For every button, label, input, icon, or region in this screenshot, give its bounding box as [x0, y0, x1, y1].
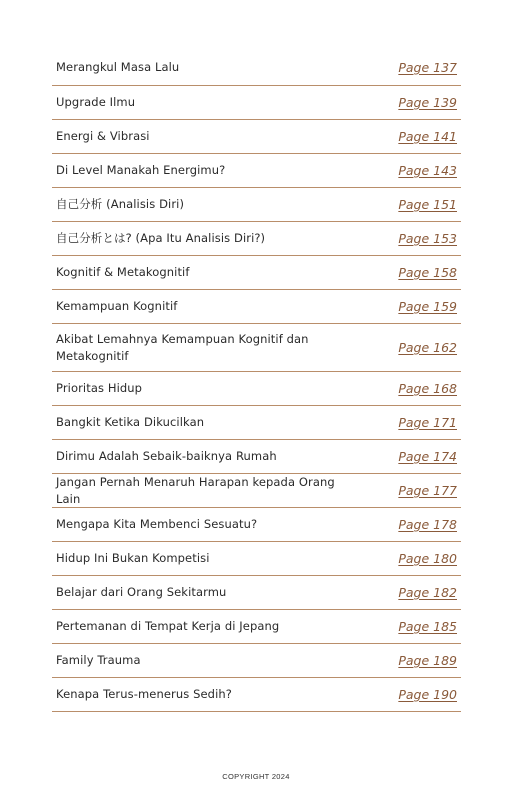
toc-row: [52, 406, 461, 440]
toc-row: [52, 256, 461, 290]
toc-row: [52, 508, 461, 542]
toc-page-link[interactable]: Page 190: [398, 687, 457, 702]
toc-entry-title: Pertemanan di Tempat Kerja di Jepang: [56, 619, 280, 633]
toc-row: [52, 678, 461, 712]
toc-entry-title: Kognitif & Metakognitif: [56, 265, 190, 279]
toc-page-link[interactable]: Page 189: [398, 653, 457, 668]
toc-entry-title: Hidup Ini Bukan Kompetisi: [56, 551, 210, 565]
toc-entry-title: 自己分析とは? (Apa Itu Analisis Diri?): [56, 231, 266, 245]
toc-page-link[interactable]: Page 180: [398, 551, 457, 566]
toc-page-link[interactable]: Page 171: [398, 415, 457, 430]
toc-row: [52, 154, 461, 188]
toc-entry-title: Upgrade Ilmu: [56, 95, 136, 109]
copyright-footer: COPYRIGHT 2024: [222, 772, 290, 781]
toc-row: [52, 440, 461, 474]
toc-row: [52, 222, 461, 256]
toc-page-link[interactable]: Page 177: [398, 483, 457, 498]
toc-entry-title: Mengapa Kita Membenci Sesuatu?: [56, 517, 258, 531]
toc-page-link[interactable]: Page 153: [398, 231, 457, 246]
toc-page-link[interactable]: Page 178: [398, 517, 457, 532]
toc-page-link[interactable]: Page 158: [398, 265, 457, 280]
toc-entry-title: Akibat Lemahnya Kemampuan Kognitif dan Metakognitif: [56, 331, 309, 363]
toc-row: [52, 610, 461, 644]
toc-page-link[interactable]: Page 141: [398, 129, 457, 144]
toc-entry-title: Merangkul Masa Lalu: [56, 60, 180, 74]
toc-row: [52, 324, 461, 372]
toc-row: [52, 120, 461, 154]
toc-entry-title: Dirimu Adalah Sebaik-baiknya Rumah: [56, 449, 277, 463]
toc-page-link[interactable]: Page 143: [398, 163, 457, 178]
toc-entry-title: Family Trauma: [56, 653, 141, 667]
toc-entry-title: Kemampuan Kognitif: [56, 299, 178, 313]
toc-row: [52, 644, 461, 678]
toc-row: [52, 188, 461, 222]
toc-row: [52, 50, 461, 86]
toc-page-link[interactable]: Page 174: [398, 449, 457, 464]
toc-page-link[interactable]: Page 137: [398, 60, 457, 75]
toc-row: [52, 542, 461, 576]
toc-entry-title: Kenapa Terus-menerus Sedih?: [56, 687, 232, 701]
toc-row: [52, 290, 461, 324]
toc-page-link[interactable]: Page 139: [398, 95, 457, 110]
toc-entry-title: Energi & Vibrasi: [56, 129, 150, 143]
toc-entry-title: Prioritas Hidup: [56, 381, 143, 395]
toc-row: [52, 474, 461, 508]
toc-row: [52, 86, 461, 120]
toc-entry-title: Di Level Manakah Energimu?: [56, 163, 226, 177]
toc-page-link[interactable]: Page 159: [398, 299, 457, 314]
toc-entry-title: Jangan Pernah Menaruh Harapan kepada Orang Lain: [56, 474, 335, 506]
toc-entry-title: 自己分析 (Analisis Diri): [56, 197, 185, 211]
toc-page-link[interactable]: Page 151: [398, 197, 457, 212]
toc-row: [52, 372, 461, 406]
toc-page-link[interactable]: Page 162: [398, 340, 457, 355]
table-of-contents: [52, 50, 461, 712]
toc-row: [52, 576, 461, 610]
toc-page-link[interactable]: Page 182: [398, 585, 457, 600]
toc-page-link[interactable]: Page 185: [398, 619, 457, 634]
toc-entry-title: Belajar dari Orang Sekitarmu: [56, 585, 227, 599]
toc-entry-title: Bangkit Ketika Dikucilkan: [56, 415, 205, 429]
toc-page-link[interactable]: Page 168: [398, 381, 457, 396]
